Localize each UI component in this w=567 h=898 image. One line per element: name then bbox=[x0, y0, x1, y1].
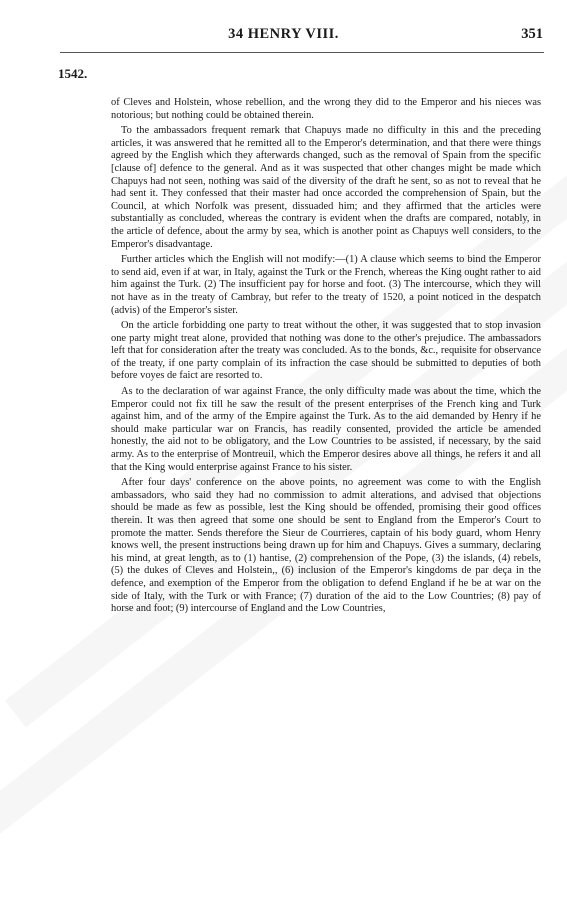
running-title: 34 HENRY VIII. bbox=[228, 26, 339, 42]
page-header bbox=[0, 26, 567, 48]
margin-year: 1542. bbox=[58, 66, 88, 81]
body-text bbox=[111, 97, 541, 619]
paragraph: of Cleves and Holstein, whose rebellion, and the wrong they did to the Emperor and his nieces was notorious; but nothing could be obtained therein. bbox=[111, 97, 541, 121]
paragraph: As to the declaration of war against France, the only difficulty made was about the time, which the Emperor could not fix till he saw the result of the present enterprises of the French king and Turk against him, and of the army of the Empire against the Turk. As to the aid demanded by Henry if he should make particular war on Francis, has readily consented, provided the article be amended honestly, the aid not to be obligatory, and the Low Countries to be assisted, if necessary, by the said army. As to the enterprise of Montreuil, which the Emperor desires above all things, he refers it and all that the King would enterprise against France to his sister. bbox=[111, 386, 541, 473]
header-rule bbox=[60, 52, 544, 53]
paragraph: On the article forbidding one party to treat without the other, it was suggested that to stop invasion one party might treat alone, provided that nothing was done to the other's prejudice. The ambassadors left that for consideration after the treaty was concluded. As to the bonds, &c., requisite for observance of the treaty, if one party complain of its infraction the case should be submitted to deputies of both before voyes de faict are resorted to. bbox=[111, 320, 541, 382]
paragraph: After four days' conference on the above points, no agreement was come to with the English ambassadors, who said they had no commission to admit alterations, and advised that objections should be made as few as possible, lest the King should be offended, promising their good offices therein. It was then agreed that some one should be sent to England from the Emperor's Court to promote the matter. Sends therefore the Sieur de Courrieres, captain of his body guard, whom Henry knows well, the present instructions being drawn up for him and Chapuys. Gives a summary, declaring his mind, at great length, as to (1) hantise, (2) comprehension of the Pope, (3) the islands, (4) rebels, (5) the dukes of Cleves and Holstein,, (6) inclusion of the Emperor's kingdoms de par deça in the defence, and exemption of the Emperor from the obligation to defend England if he be at war on the side of Italy, with the Turk or with France; (7) duration of the aid to the Low Countries; (8) pay of horse and foot; (9) intercourse of England and the Low Countries, bbox=[111, 477, 541, 615]
page-number: 351 bbox=[521, 26, 543, 42]
paragraph: Further articles which the English will not modify:—(1) A clause which seems to bind the Emperor to send aid, even if at war, in Italy, against the Turk or the French, whereas the King ought rather to aid him against the Turk. (2) The insufficient pay for horse and foot. (3) The intercourse, which they will not have as in the treaty of Cambray, but refer to the treaty of 1520, a point noticed in the despatch (advis) of the Emperor's sister. bbox=[111, 254, 541, 316]
paragraph: To the ambassadors frequent remark that Chapuys made no difficulty in this and the preceding articles, it was answered that he remitted all to the Emperor's determination, and that there were things agreed by the English which they afterwards changed, such as the removal of Spain from the specific [clause of] defence to the general. And as it was suspected that other changes might be made which Chapuys had not seen, nothing was said of the diversity of the draft he sent, so as not to reveal that he had sent it. They confessed that their master had once accorded the comprehension of Spain, but the Council, at which Norfolk was present, dissuaded him; and they affirmed that the articles were substantially as concluded, whereas the contrary is evident when the drafts are compared, notably, in the article of defence, about the army by sea, which is another point as Chapuys well considers, to the Emperor's disadvantage. bbox=[111, 125, 541, 250]
